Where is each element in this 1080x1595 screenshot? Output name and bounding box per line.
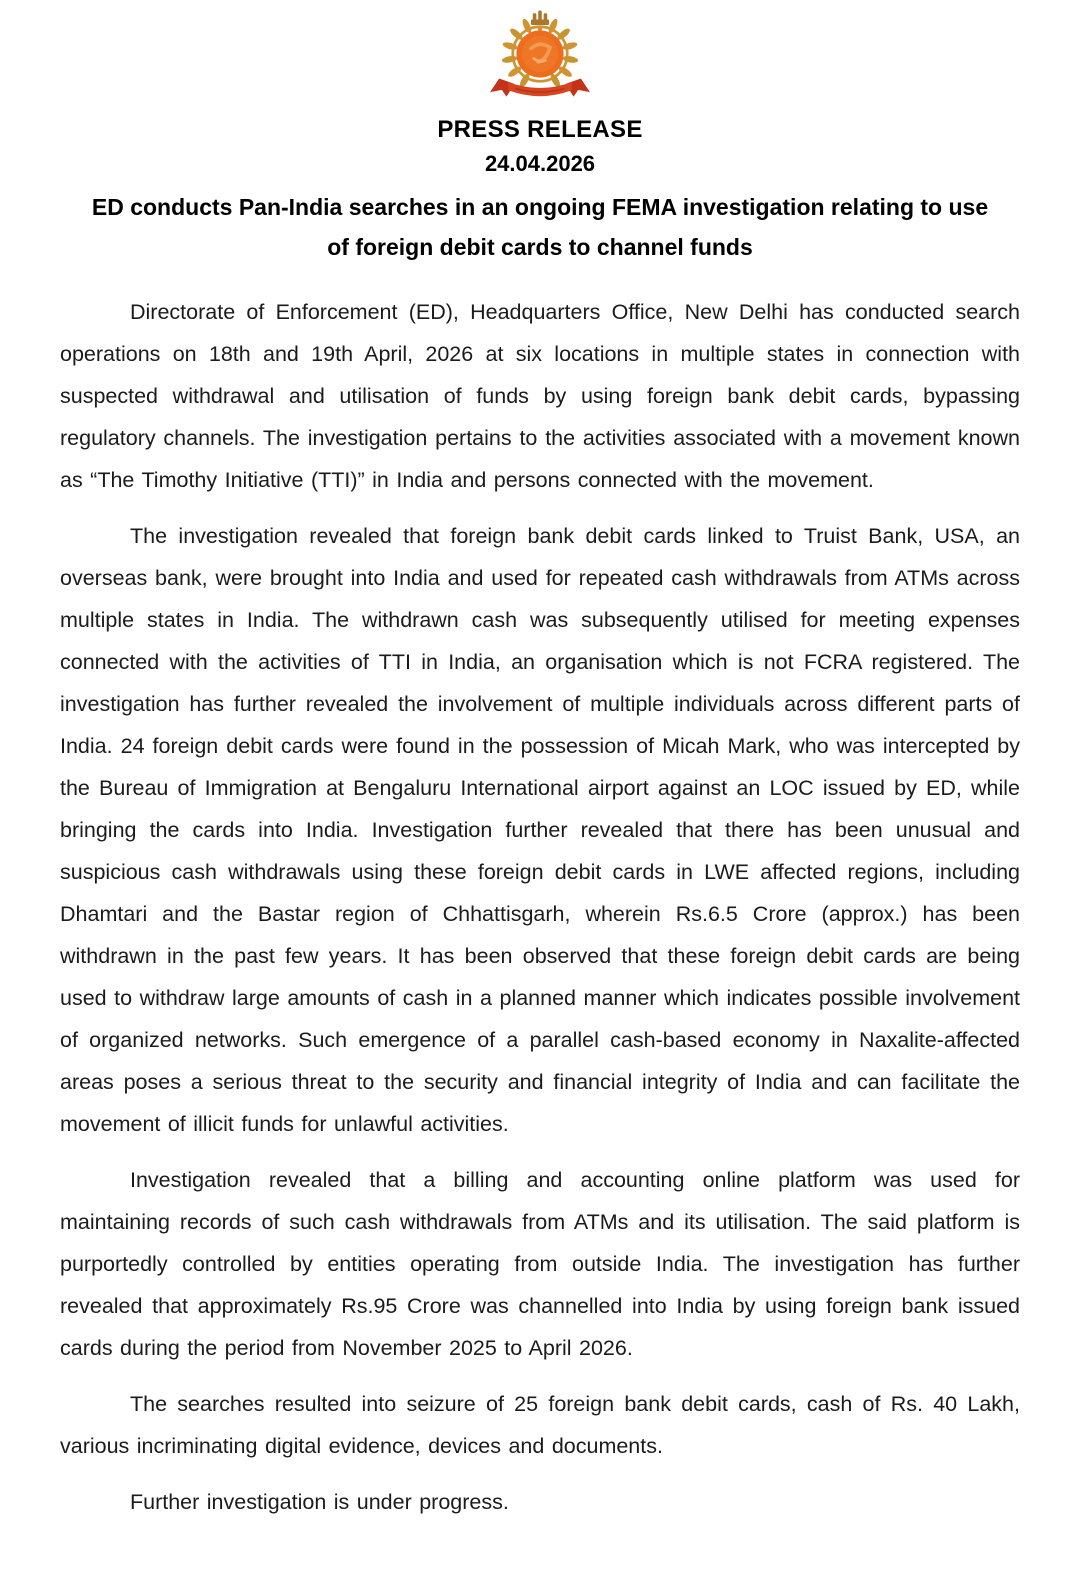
paragraph-1: Directorate of Enforcement (ED), Headquarters Office, New Delhi has conducted search operations on 18th and 19th April, 2026 at six locations in multiple states in connection with suspected withdrawal and utilisation of funds by using foreign bank debit cards, bypassing regulatory channels. The investigation pertains to the activities associated with a movement known as “The Timothy Initiative (TTI)” in India and persons connected with the movement. — [60, 300, 1020, 492]
document-header — [60, 116, 1020, 267]
document-body — [60, 291, 1020, 1523]
paragraph-2: The investigation revealed that foreign bank debit cards linked to Truist Bank, USA, an overseas bank, were brought into India and used for repeated cash withdrawals from ATMs across multiple states in India. The withdrawn cash was subsequently utilised for meeting expenses connected with the activities of TTI in India, an organisation which is not FCRA registered. The investigation has further revealed the involvement of multiple individuals across different parts of India. 24 foreign debit cards were found in the possession of Micah Mark, who was intercepted by the Bureau of Immigration at Bengaluru International airport against an LOC issued by ED, while bringing the cards into India. Investigation further revealed that there has been unusual and suspicious cash withdrawals using these foreign debit cards in LWE affected regions, including Dhamtari and the Bastar region of Chhattisgarh, wherein Rs.6.5 Crore (approx.) has been withdrawn in the past few years. It has been observed that these foreign debit cards are being used to withdraw large amounts of cash in a planned manner which indicates possible involvement of organized networks. Such emergence of a parallel cash-based economy in Naxalite-affected areas poses a serious threat to the security and financial integrity of India and can facilitate the movement of illicit funds for unlawful activities. — [60, 524, 1020, 1136]
title-line-1: ED conducts Pan-India searches in an ongoing FEMA investigation relating to use — [91, 194, 989, 220]
release-date: 24.04.2026 — [484, 151, 596, 176]
document-title — [60, 187, 1020, 267]
press-release-heading: PRESS RELEASE — [437, 116, 643, 143]
title-line-2: of foreign debit cards to channel funds — [327, 234, 753, 260]
paragraph-5: Further investigation is under progress. — [130, 1490, 509, 1514]
enforcement-directorate-emblem-icon — [481, 4, 599, 104]
logo-container — [60, 4, 1020, 104]
paragraph-4: The searches resulted into seizure of 25 foreign bank debit cards, cash of Rs. 40 Lakh, various incriminating digital evidence, devices and documents. — [60, 1392, 1020, 1458]
paragraph-3: Investigation revealed that a billing and accounting online platform was used for maintaining records of such cash withdrawals from ATMs and its utilisation. The said platform is purportedly controlled by entities operating from outside India. The investigation has further revealed that approximately Rs.95 Crore was channelled into India by using foreign bank issued cards during the period from November 2025 to April 2026. — [60, 1168, 1020, 1360]
